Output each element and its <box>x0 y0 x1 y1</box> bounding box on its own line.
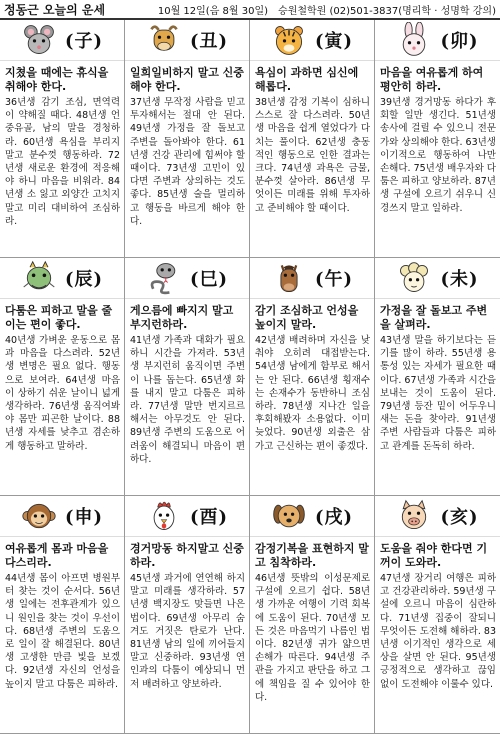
zodiac-cell-horse <box>250 258 375 496</box>
zodiac-sign <box>125 20 249 61</box>
fortune-body: 38년생 감정 기복이 심하니 스스로 잘 다스려라. 50년생 마음을 쉽게 열었다가 다치는 풀이다. 62년생 충동적인 행동으로 인한 결과는 크다. 74년생 과욕은 금물, 분수껏 살아라. 86년생 무엇이든 미래를 위해 투자하고 준비해야 할 때이다. <box>255 97 370 214</box>
fortune-body: 45년생 과거에 연연해 하지 말고 미래를 생각하라. 57년생 백지장도 맞들면 나은 법이다. 69년생 아무리 숨겨도 거짓은 탄로가 난다. 81년생 남의 일에 끼어들지 말고 신중하라. 93년생 연인과의 다툼이 예상되니 먼저 배려하고 양보하라. <box>130 573 245 690</box>
fortune-headline: 게으름에 빠지지 말고 부지런하라. <box>130 304 234 331</box>
fortune-headline: 감기 조심하고 언성을 높이지 말라. <box>255 304 359 331</box>
fortune-body: 37년생 무작정 사람을 믿고 투자해서는 절대 안 된다. 49년생 가정을 잘 돌보고 주변을 돌아봐야 한다. 61년생 건강 관리에 힘써야 할 때이다. 73년생 고민이 있다면 주변과 상의하는 것도 좋다. 85년생 술을 멀리하고 행동을 바르게 해야 한다. <box>130 97 245 227</box>
zodiac-sign <box>375 258 500 299</box>
contact-label: 승원철학원 (02)501-3837(명리학 · 성명학 강의) <box>278 5 496 17</box>
zodiac-cell-dragon <box>0 258 125 496</box>
zodiac-grid <box>0 20 500 734</box>
fortune-body: 44년생 몸이 아프면 병원부터 찾는 것이 순서다. 56년생 일에는 전후관계가 있으니 원인을 찾는 것이 우선이다. 68년생 주변의 도움으로 일이 잘 해결된다. 80년생 고생한 만큼 빛을 보겠다. 92년생 자신의 언성을 높이지 말고 다툼은 피하라. <box>5 573 120 690</box>
zodiac-sign <box>375 20 500 61</box>
rabbit-icon <box>396 22 432 58</box>
fortune-body: 41년생 가족과 대화가 필요하니 시간을 가져라. 53년생 부지런히 움직이면 주변이 나를 돕는다. 65년생 화를 내지 말고 다툼은 피하라. 77년생 말만 번지르르해서는 아무것도 안 된다. 89년생 주변의 도움으로 어려움이 해결되니 마음이 편하다. <box>130 335 245 465</box>
zodiac-hanja: (子) <box>64 31 104 52</box>
zodiac-cell-tiger <box>250 20 375 258</box>
fortune-headline: 도움을 줘야 한다면 기꺼이 도와라. <box>380 542 488 569</box>
fortune-headline: 감정기복을 표현하지 말고 침착하라. <box>255 542 369 569</box>
fortune-body: 43년생 말을 하기보다는 듣기를 많이 하라. 55년생 용통성 있는 자세가 필요한 때이다. 67년생 가족과 시간을 보내는 것이 도움이 된다. 79년생 등잔 밑이 어두우니 새는 돈을 찾아라. 91년생 주변 사람들과 다툼은 피하고 관계를 돈독히 하라. <box>380 335 496 452</box>
date-label: 10월 12일(음 8월 30일) <box>157 5 269 17</box>
rat-icon <box>21 22 57 58</box>
zodiac-hanja: (丑) <box>189 31 229 52</box>
zodiac-sign <box>125 496 249 537</box>
fortune-headline: 여유롭게 몸과 마음을 다스리라. <box>5 542 109 569</box>
fortune-headline: 가정을 잘 돌보고 주변을 살펴라. <box>380 304 488 331</box>
zodiac-sign <box>125 258 249 299</box>
zodiac-cell-pig <box>375 496 500 734</box>
zodiac-cell-ox <box>125 20 250 258</box>
zodiac-cell-monkey <box>0 496 125 734</box>
fortune-headline: 욕심이 과하면 심신에 해롭다. <box>255 66 359 93</box>
zodiac-cell-rooster <box>125 496 250 734</box>
zodiac-cell-dog <box>250 496 375 734</box>
fortune-body: 36년생 감기 조심, 면역력이 약해질 때다. 48년생 언중유골, 남의 말을 경청하라. 60년생 욕심을 부리지 말고 분수껏 행동하라. 72년생 새로운 환경에 적응해야 하니 마음을 비워라. 84년생 소 잃고 외양간 고치지 말고 미리 대비하여 조심하라. <box>5 97 120 227</box>
zodiac-hanja: (戌) <box>314 507 354 528</box>
fortune-body: 46년생 뜻밖의 이성문제로 구설에 오르기 쉽다. 58년생 가까운 여행이 기력 회복에 도움이 된다. 70년생 모든 것은 마음먹기 나름인 법이다. 82년생 귀가 얇으면 손해가 따른다. 94년생 주관을 가지고 판단을 하고 그에 책임을 질 수 있어야 한다. <box>255 573 370 703</box>
zodiac-hanja: (辰) <box>64 269 104 290</box>
zodiac-sign <box>250 258 374 299</box>
zodiac-sign <box>0 20 124 61</box>
zodiac-cell-rat <box>0 20 125 258</box>
zodiac-sign <box>0 496 124 537</box>
fortune-headline: 마음을 여유롭게 하여 평안히 하라. <box>380 66 484 93</box>
zodiac-hanja: (申) <box>64 507 104 528</box>
zodiac-hanja: (午) <box>314 269 354 290</box>
zodiac-hanja: (亥) <box>440 507 479 528</box>
pig-icon <box>396 498 432 534</box>
page-title: 정동근 오늘의 운세 <box>4 2 106 17</box>
fortune-body: 40년생 가벼운 운동으로 몸과 마음을 다스려라. 52년생 변명은 필요 없다. 행동으로 보여라. 64년생 마음이 상하기 쉬운 날이니 넓게 생각하라. 76년생 움직여봐야 몸만 피곤한 날이다. 88년생 자세를 낮추고 겸손하게 행동하고 말하라. <box>5 335 120 452</box>
horse-icon <box>271 260 307 296</box>
zodiac-hanja: (寅) <box>314 31 354 52</box>
fortune-headline: 다툼은 피하고 말을 줄이는 편이 좋다. <box>5 304 113 331</box>
fortune-headline: 경거망동 하지말고 신중하라. <box>130 542 244 569</box>
zodiac-hanja: (酉) <box>189 507 229 528</box>
zodiac-sign <box>250 496 374 537</box>
sheep-icon <box>396 260 432 296</box>
zodiac-cell-snake <box>125 258 250 496</box>
zodiac-cell-rabbit <box>375 20 500 258</box>
dragon-icon <box>21 260 57 296</box>
fortune-body: 47년생 장거리 여행은 피하고 건강관리하라. 59년생 구설에 오르니 마음이 심란하다. 71년생 집중이 잘되니 무엇이든 도전해 해하라. 83년생 이기적인 생각으로 세상을 살면 안 된다. 95년생 긍정적으로 생각하고 끊임없이 도전해야 이룰수 있다. <box>380 573 496 690</box>
zodiac-sign <box>250 20 374 61</box>
zodiac-hanja: (巳) <box>189 269 229 290</box>
zodiac-sign <box>375 496 500 537</box>
fortune-headline: 일희일비하지 말고 신중해야 한다. <box>130 66 244 93</box>
page-header <box>0 0 500 20</box>
snake-icon <box>146 260 182 296</box>
fortune-headline: 지쳤을 때에는 휴식을 취해야 한다. <box>5 66 109 93</box>
zodiac-cell-sheep <box>375 258 500 496</box>
fortune-body: 39년생 경거망동 하다가 후회할 일만 생긴다. 51년생 송사에 걸릴 수 있으니 전문가와 상의해야 한다. 63년생 이기적으로 행동하여 나만 손해다. 75년생 배우자와 다툼은 피하고 양보하라. 87년생 구설에 오르기 쉬우니 신경쓰지 말고 일하라. <box>380 97 496 214</box>
zodiac-sign <box>0 258 124 299</box>
rooster-icon <box>146 498 182 534</box>
ox-icon <box>146 22 182 58</box>
fortune-body: 42년생 배려하며 자신을 낮춰야 오히려 대접받는다. 54년생 남에게 함부로 해서는 안 된다. 66년생 횡재수는 손재수가 동반하니 조심하라. 78년생 지나간 일을 후회해봤자 소용없다. 이미 늦었다. 90년생 외출은 삼가고 근신하는 편이 좋겠다. <box>255 335 370 452</box>
zodiac-hanja: (卯) <box>440 31 479 52</box>
dog-icon <box>271 498 307 534</box>
zodiac-hanja: (未) <box>440 269 479 290</box>
monkey-icon <box>21 498 57 534</box>
tiger-icon <box>271 22 307 58</box>
